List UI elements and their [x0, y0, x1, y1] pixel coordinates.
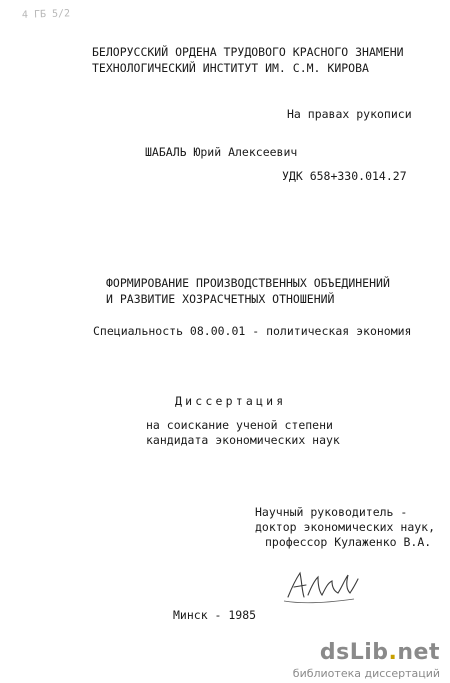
institution-line-2: ТЕХНОЛОГИЧЕСКИЙ ИНСТИТУТ ИМ. С.М. КИРОВА — [92, 61, 369, 75]
supervisor-line-1: Научный руководитель - — [255, 505, 408, 519]
dissertation-title-line-1: ФОРМИРОВАНИЕ ПРОИЗВОДСТВЕННЫХ ОБЪЕДИНЕНИЙ — [106, 276, 390, 290]
handwritten-signature — [282, 557, 362, 607]
watermark-brand: dsLib.net — [319, 640, 440, 665]
udk-code: УДК 658+330.014.27 — [282, 169, 407, 183]
dslib-watermark-logo — [230, 640, 440, 682]
dissertation-title-line-2: И РАЗВИТИЕ ХОЗРАСЧЕТНЫХ ОТНОШЕНИЙ — [106, 292, 335, 306]
supervisor-line-3: профессор Кулаженко В.А. — [265, 535, 432, 549]
supervisor-line-2: доктор экономических наук, — [255, 520, 436, 534]
place-and-year: Минск - 1985 — [173, 608, 257, 622]
specialty-line: Специальность 08.00.01 - политическая экономия — [93, 324, 412, 338]
scan-handwritten-mark: 4 ГБ 5/2 — [21, 8, 71, 21]
degree-line-2: кандидата экономических наук — [146, 433, 340, 447]
institution-line-1: БЕЛОРУССКИЙ ОРДЕНА ТРУДОВОГО КРАСНОГО ЗНАМЕНИ — [92, 45, 404, 59]
author-name: ШАБАЛЬ Юрий Алексеевич — [145, 145, 298, 159]
rights-note: На правах рукописи — [287, 107, 412, 121]
degree-line-1: на соискание ученой степени — [146, 418, 333, 432]
watermark-tagline: библиотека диссертаций — [292, 667, 440, 680]
document-type: Диссертация — [175, 394, 287, 408]
